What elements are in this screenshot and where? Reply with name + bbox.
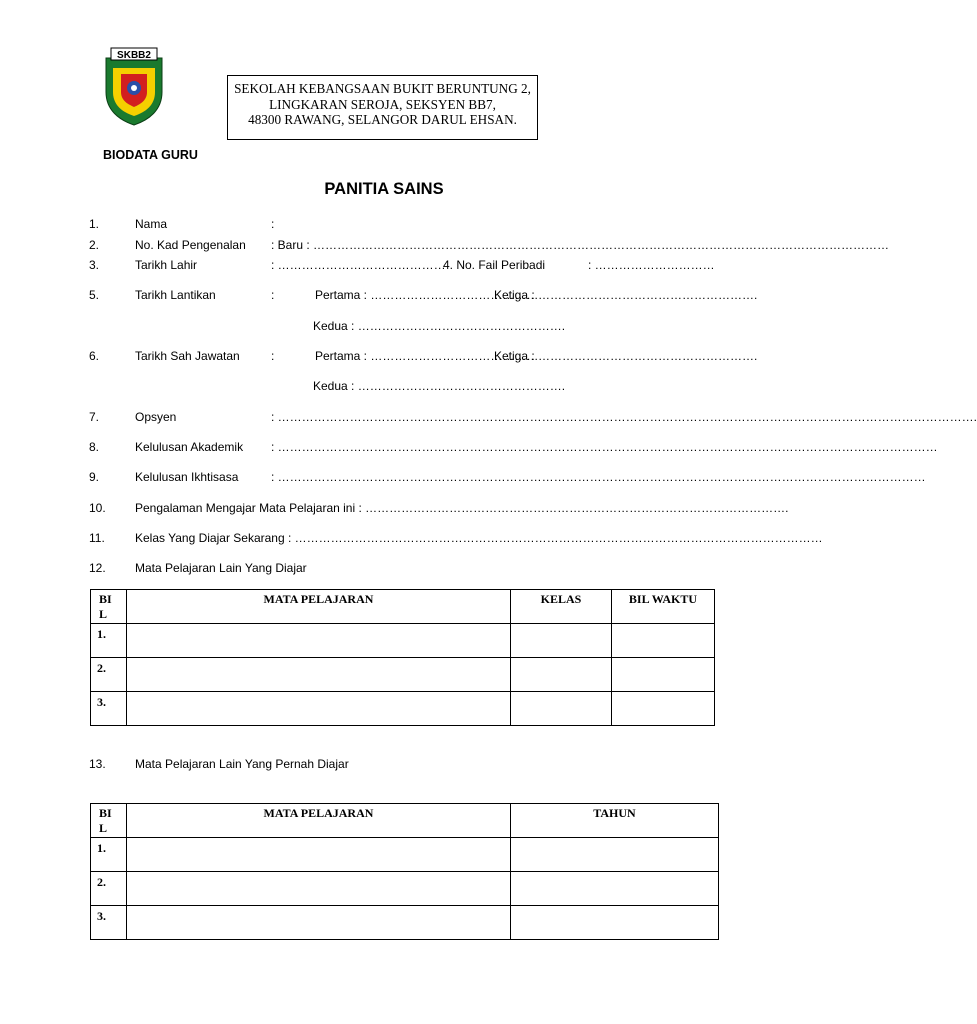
periods-cell[interactable] <box>612 692 715 726</box>
col-header-subject: MATA PELAJARAN <box>127 804 511 838</box>
field-appointment-first[interactable]: Pertama : …………………………………… <box>315 288 539 302</box>
other-subjects-table <box>90 589 715 726</box>
col-header-class: KELAS <box>511 590 612 624</box>
col-header-year: TAHUN <box>511 804 719 838</box>
table-header-row <box>91 804 719 838</box>
field-option-value[interactable]: : …………………………………………………………………………………………………………………………………………………………. <box>271 410 977 424</box>
year-cell[interactable] <box>511 906 719 940</box>
field-8-number: 8. <box>89 440 100 454</box>
col-header-subject: MATA PELAJARAN <box>127 590 511 624</box>
field-ic-label: No. Kad Pengenalan <box>135 238 246 252</box>
row-number: 3. <box>91 692 127 726</box>
document-label: BIODATA GURU <box>103 148 198 162</box>
periods-cell[interactable] <box>612 624 715 658</box>
address-line-1: SEKOLAH KEBANGSAAN BUKIT BERUNTUNG 2, <box>234 81 531 96</box>
field-experience-line[interactable]: Pengalaman Mengajar Mata Pelajaran ini : ……………………………………………………………………………………………. <box>135 501 789 515</box>
subject-cell[interactable] <box>127 658 511 692</box>
periods-cell[interactable] <box>612 658 715 692</box>
field-confirmation-label: Tarikh Sah Jawatan <box>135 349 240 363</box>
address-line-2: LINGKARAN SEROJA, SEKSYEN BB7, <box>269 96 496 112</box>
col-header-bil: BI L <box>91 590 127 624</box>
field-2-number: 2. <box>89 238 100 252</box>
field-professional-value[interactable]: : ……………………………………………………………………………………………………………………………………………… <box>271 470 926 484</box>
table-row <box>91 872 719 906</box>
field-appointment-label: Tarikh Lantikan <box>135 288 216 302</box>
class-cell[interactable] <box>511 658 612 692</box>
field-7-number: 7. <box>89 410 100 424</box>
field-confirmation-third[interactable]: Ketiga : ………………………………………………. <box>494 349 758 363</box>
field-ic-value[interactable]: : Baru : ……………………………………………………………………………………………………………………………… <box>271 238 890 252</box>
field-appointment-second[interactable]: Kedua : ……………………………………………. <box>313 319 566 333</box>
subject-cell[interactable] <box>127 838 511 872</box>
section-other-subjects-label: Mata Pelajaran Lain Yang Diajar <box>135 561 307 575</box>
field-9-number: 9. <box>89 470 100 484</box>
field-13-number: 13. <box>89 757 106 771</box>
table-row <box>91 658 715 692</box>
field-1-number: 1. <box>89 217 100 231</box>
address-line-3: 48300 RAWANG, SELANGOR DARUL EHSAN. <box>248 112 517 127</box>
year-cell[interactable] <box>511 872 719 906</box>
field-12-number: 12. <box>89 561 106 575</box>
field-confirmation-first[interactable]: Pertama : …………………………………… <box>315 349 539 363</box>
field-file-no-label: 4. No. Fail Peribadi <box>443 258 546 272</box>
field-nama-label: Nama <box>135 217 168 231</box>
logo-text: SKBB2 <box>117 50 151 61</box>
class-cell[interactable] <box>511 624 612 658</box>
row-number: 1. <box>91 838 127 872</box>
field-appointment-colon: : <box>271 288 275 302</box>
subject-cell[interactable] <box>127 692 511 726</box>
field-professional-label: Kelulusan Ikhtisasa <box>135 470 239 484</box>
field-nama-colon[interactable]: : <box>271 217 275 231</box>
field-dob-value[interactable]: : …………………………………… <box>271 258 446 272</box>
table-row <box>91 838 719 872</box>
subject-cell[interactable] <box>127 624 511 658</box>
field-5-number: 5. <box>89 288 100 302</box>
field-10-number: 10. <box>89 501 106 515</box>
subject-cell[interactable] <box>127 906 511 940</box>
table-row <box>91 624 715 658</box>
field-current-class-line[interactable]: Kelas Yang Diajar Sekarang : …………………………………………………………………………………………………………………… <box>135 531 823 545</box>
school-address-box <box>227 75 538 140</box>
col-header-bil: BI L <box>91 804 127 838</box>
field-confirmation-second[interactable]: Kedua : ……………………………………………. <box>313 379 566 393</box>
field-file-no-value[interactable]: : ………………………… <box>588 258 715 272</box>
row-number: 2. <box>91 872 127 906</box>
subject-cell[interactable] <box>127 872 511 906</box>
field-6-number: 6. <box>89 349 100 363</box>
field-dob-label: Tarikh Lahir <box>135 258 198 272</box>
row-number: 1. <box>91 624 127 658</box>
past-subjects-table <box>90 803 719 940</box>
field-3-number: 3. <box>89 258 100 272</box>
class-cell[interactable] <box>511 692 612 726</box>
document-title: PANITIA SAINS <box>324 180 444 198</box>
school-logo <box>103 48 165 126</box>
table-header-row <box>91 590 715 624</box>
field-appointment-third[interactable]: Ketiga : ………………………………………………. <box>494 288 758 302</box>
table-row <box>91 692 715 726</box>
section-past-subjects-label: Mata Pelajaran Lain Yang Pernah Diajar <box>135 757 349 771</box>
field-academic-label: Kelulusan Akademik <box>135 440 244 454</box>
col-header-periods: BIL WAKTU <box>612 590 715 624</box>
row-number: 2. <box>91 658 127 692</box>
field-confirmation-colon: : <box>271 349 275 363</box>
row-number: 3. <box>91 906 127 940</box>
year-cell[interactable] <box>511 838 719 872</box>
field-academic-value[interactable]: : ………………………………………………………………………………………………………………………………………………… <box>271 440 938 454</box>
field-option-label: Opsyen <box>135 410 177 424</box>
field-11-number: 11. <box>89 531 105 545</box>
table-row <box>91 906 719 940</box>
